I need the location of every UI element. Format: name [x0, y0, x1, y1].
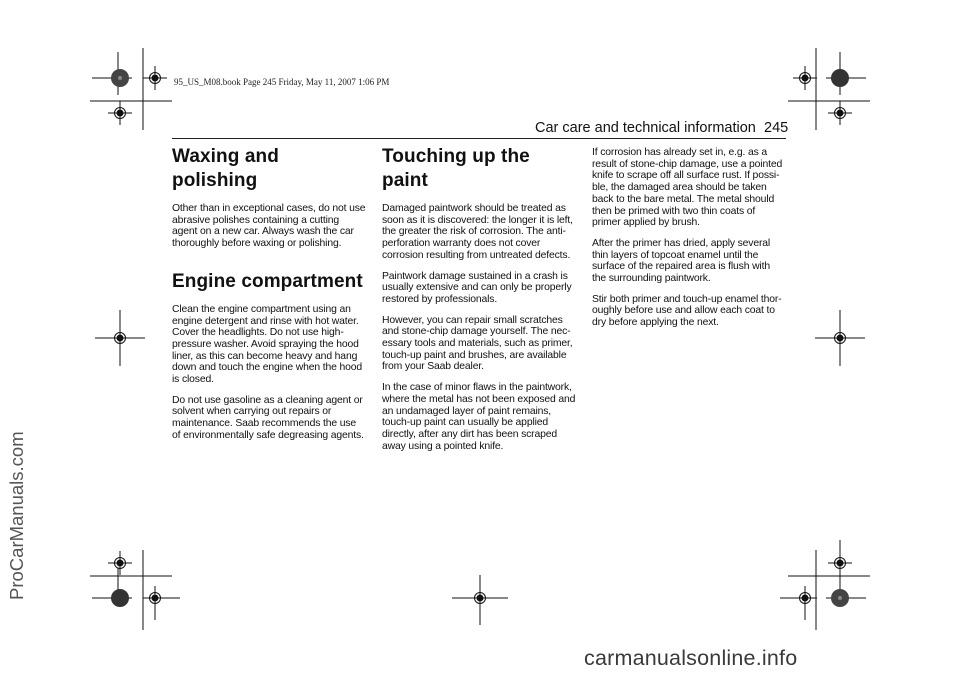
bottom-watermark: carmanualsonline.info [584, 646, 798, 670]
paragraph: Do not use gasoline as a cleaning agent or solvent when carrying out repairs or maintenance. Saab recommends the use of environmentally safe degreasing agents. [172, 394, 364, 441]
paragraph: Damaged paintwork should be treated as soon as it is discovered: the longer it is left, the greater the risk of corrosion. The anti-perforation warranty does not cover corrosion resulting from untreated defects. [382, 203, 573, 261]
column-right [592, 147, 786, 338]
column-left [172, 145, 366, 451]
running-header-title: Car care and technical information [535, 120, 756, 136]
page-number: 245 [764, 120, 789, 136]
paragraph: However, you can repair small scratches and stone-chip damage yourself. The necessary tools and materials, such as primer, touch-up paint and brushes, are available from your Saab dealer. [382, 314, 573, 373]
registration-disc-icon [111, 69, 129, 87]
crosshair-icon [143, 66, 167, 90]
paragraph: Paintwork damage sustained in a crash is usually extensive and can only be properly restored by professionals. [382, 270, 572, 305]
paragraph: Clean the engine compartment using an engine detergent and rinse with hot water. Cover the headlights. Do not use high-pressure washer. Avoid spraying the hood liner, as this can become heavy and hang down and touch the engine when the hood is closed. [172, 303, 362, 386]
paragraph: In the case of minor flaws in the paintwork, where the metal has not been exposed and an undamaged layer of paint remains, touch-up paint can usually be applied directly, after any dirt has been scraped away using a pointed knife. [382, 382, 576, 452]
registration-disc-icon [111, 589, 129, 607]
paragraph: After the primer has dried, apply several thin layers of topcoat enamel until the surface of the repaired area is flush with the surrounding paintwork. [592, 237, 771, 285]
paragraph: Stir both primer and touch-up enamel thoroughly before use and allow each coat to dry before applying the next. [592, 293, 782, 329]
column-middle [382, 145, 576, 461]
crosshair-icon [452, 575, 508, 625]
registration-disc-icon [831, 69, 849, 87]
crosshair-icon [95, 310, 145, 366]
section-heading: Touching up the paint [382, 146, 530, 191]
section-heading: Engine compartment [172, 270, 363, 292]
crosshair-icon [780, 586, 817, 620]
print-file-info: 95_US_M08.book Page 245 Friday, May 11, 2007 1:06 PM [174, 77, 390, 87]
crosshair-icon [828, 101, 852, 125]
crosshair-icon [815, 310, 865, 366]
paragraph: Other than in exceptional cases, do not use abrasive polishes containing a cutting agent on a new car. Always wash the car thoroughly before waxing or polishing. [172, 203, 366, 250]
crosshair-icon [793, 66, 817, 90]
section-heading: Waxing and polishing [172, 146, 279, 191]
header-rule [172, 138, 786, 139]
crosshair-icon [828, 551, 852, 575]
crosshair-icon [108, 551, 132, 575]
crosshair-icon [143, 586, 180, 620]
registration-disc-icon [831, 589, 849, 607]
side-watermark: ProCarManuals.com [6, 431, 27, 600]
paragraph: If corrosion has already set in, e.g. as a result of stone-chip damage, use a pointed knife to scrape off all surface rust. If possible, the damaged area should be taken back to the bare metal. The metal should then be primed with two thin coats of primer applied by brush. [592, 147, 783, 229]
crosshair-icon [108, 101, 132, 125]
